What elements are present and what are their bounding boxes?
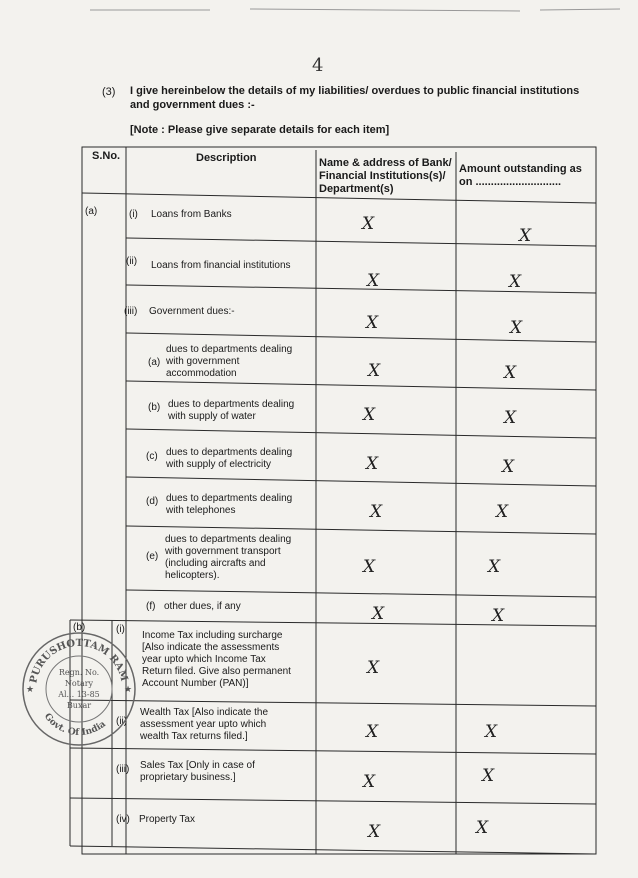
cross-mark-name: X [367, 658, 380, 678]
page-number: 4 [312, 55, 324, 76]
cross-mark-name: X [372, 604, 385, 624]
row-sub-number: (ii) [126, 256, 138, 267]
item-statement: I give hereinbelow the details of my liabilities/ overdues to public financial institutions and government dues :- [130, 85, 580, 111]
row-description: Government dues:- [149, 306, 235, 317]
cross-mark-amount: X [476, 818, 489, 838]
cross-mark-amount: X [504, 363, 517, 383]
row-description: Wealth Tax [Also indicate the assessment year upto which wealth Tax returns filed.] [140, 707, 269, 742]
cross-mark-name: X [370, 502, 383, 522]
row-sub-number: (i) [129, 209, 138, 220]
notary-stamp [18, 628, 140, 750]
cross-mark-name: X [362, 214, 375, 234]
row-description: dues to departments dealing with government accommodation [166, 344, 293, 379]
row-sub-number: (c) [146, 451, 158, 462]
svg-text:Buxar: Buxar [66, 701, 92, 710]
cross-mark-name: X [366, 454, 379, 474]
header-name-address: Name & address of Bank/ Financial Institutions(s)/ Department(s) [319, 157, 452, 195]
cross-mark-name: X [366, 313, 379, 333]
cross-mark-name: X [363, 405, 376, 425]
cross-mark-name: X [363, 772, 376, 792]
header-description: Description [196, 152, 257, 164]
row-description: Loans from Banks [151, 209, 232, 220]
svg-text:Regn. No.: Regn. No. [58, 668, 100, 677]
svg-text:★: ★ [26, 685, 35, 695]
row-sub-number: (iii) [124, 306, 138, 317]
cross-mark-amount: X [502, 457, 515, 477]
cross-mark-amount: X [496, 502, 509, 522]
cross-mark-name: X [368, 361, 381, 381]
cross-mark-amount: X [492, 606, 505, 626]
note-text: [Note : Please give separate details for each item] [130, 124, 390, 136]
row-sub-number: (a) [148, 357, 161, 368]
row-description: Income Tax including surcharge [Also indicate the assessments year upto which Income Tax Return filed. Give also permanent Account Number (PAN)] [142, 630, 291, 689]
cross-mark-amount: X [482, 766, 495, 786]
svg-text:Govt. Of India: Govt. Of India [41, 711, 108, 739]
row-description: dues to departments dealing with government transport (including aircrafts and helicopters). [165, 534, 292, 581]
cross-mark-amount: X [509, 272, 522, 292]
cross-mark-name: X [367, 271, 380, 291]
svg-text:★: ★ [124, 685, 133, 695]
svg-text:PURUSHOTTAM RAM: PURUSHOTTAM RAM [28, 637, 130, 685]
row-sub-number: (b) [148, 402, 161, 413]
row-description: other dues, if any [164, 601, 241, 612]
row-sub-number: (iii) [116, 764, 130, 775]
svg-text:Al... 13-85: Al... 13-85 [58, 690, 100, 699]
row-sub-number: (f) [146, 601, 156, 612]
row-description: dues to departments dealing with telephones [166, 493, 293, 516]
header-sno: S.No. [92, 150, 121, 162]
row-sub-number: (iv) [116, 814, 130, 825]
row-description: dues to departments dealing with supply of water [168, 399, 295, 422]
row-sub-number: (i) [116, 624, 125, 635]
row-description: dues to departments dealing with supply of electricity [166, 447, 293, 470]
svg-text:Notary: Notary [64, 679, 94, 688]
cross-mark-name: X [363, 557, 376, 577]
row-sub-number: (d) [146, 496, 159, 507]
row-description: Property Tax [139, 814, 195, 825]
cross-mark-name: X [368, 822, 381, 842]
cross-mark-name: X [366, 722, 379, 742]
row-description: Sales Tax [Only in case of proprietary business.] [140, 760, 255, 783]
row-sub-number: (e) [146, 551, 159, 562]
header-amount: Amount outstanding as on ............................ [459, 163, 582, 188]
cross-mark-amount: X [485, 722, 498, 742]
item-number: (3) [102, 86, 116, 98]
row-sno: (a) [85, 206, 98, 217]
cross-mark-amount: X [510, 318, 523, 338]
row-sno: (b) [73, 622, 86, 633]
cross-mark-amount: X [488, 557, 501, 577]
row-description: Loans from financial institutions [151, 260, 291, 271]
cross-mark-amount: X [504, 408, 517, 428]
row-sub-number: (ii) [116, 716, 128, 727]
cross-mark-amount: X [519, 226, 532, 246]
